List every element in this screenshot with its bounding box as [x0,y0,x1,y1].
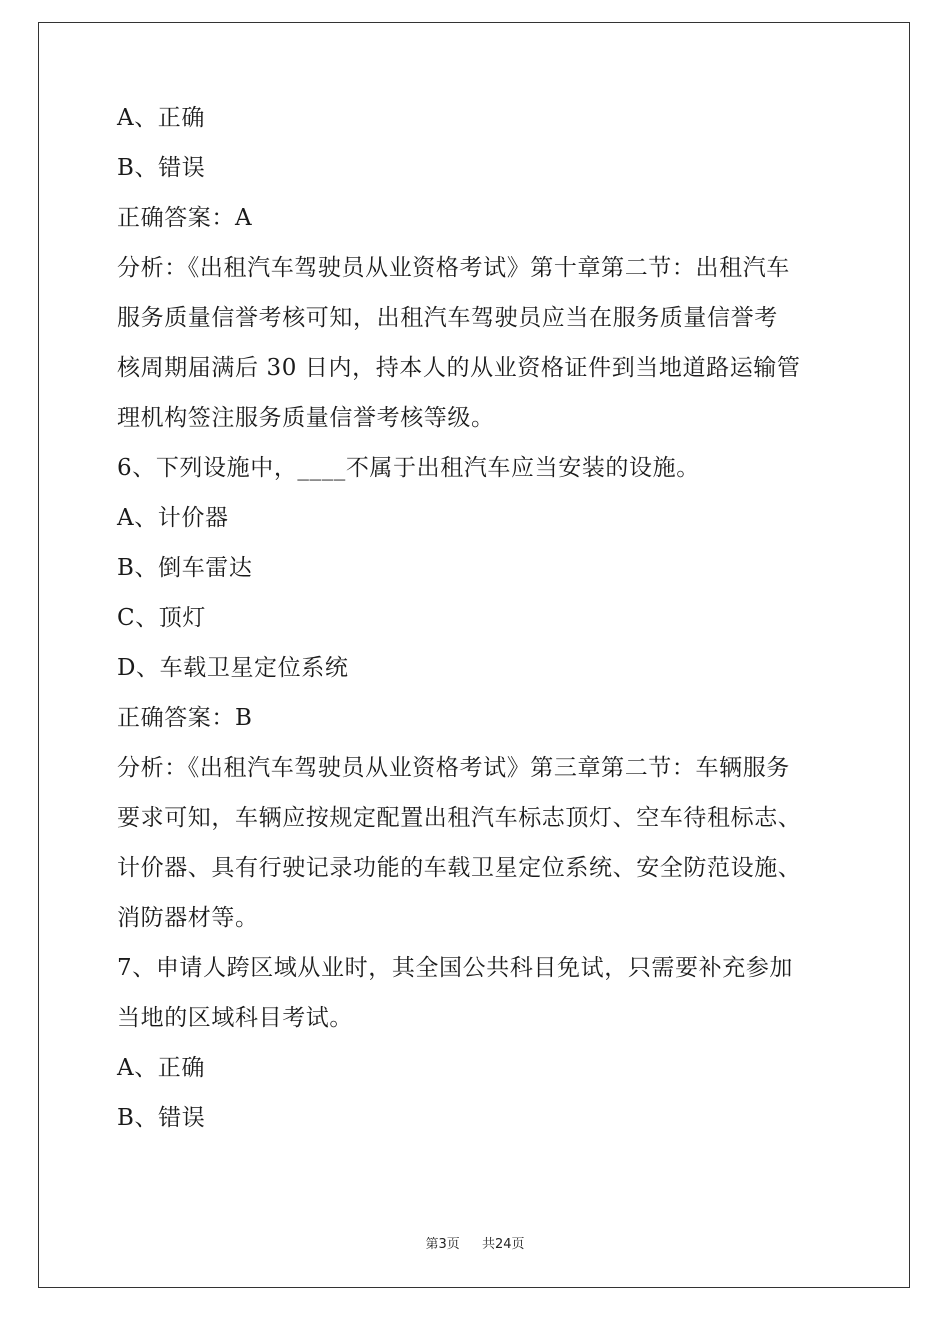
analysis-line: 理机构签注服务质量信誉考核等级。 [117,405,495,431]
analysis-line: 分析：《出租汽车驾驶员从业资格考试》第三章第二节：车辆服务 [117,755,790,781]
question-7: 7、申请人跨区域从业时，其全国公共科目免试，只需要补充参加 [117,955,794,981]
analysis-line: 分析：《出租汽车驾驶员从业资格考试》第十章第二节：出租汽车 [117,255,790,281]
option-a-line: A、正确 [117,1055,206,1081]
analysis-line: 要求可知，车辆应按规定配置出租汽车标志顶灯、空车待租标志、 [117,805,802,831]
question-7: 当地的区域科目考试。 [117,1005,353,1031]
analysis-line: 服务质量信誉考核可知，出租汽车驾驶员应当在服务质量信誉考 [117,305,778,331]
option-b-line: B、错误 [117,1105,206,1131]
option-a-line: A、正确 [117,105,206,131]
document-body [117,93,847,1143]
question-6: 6、下列设施中，____不属于出租汽车应当安装的设施。 [117,455,700,481]
analysis-line: 计价器、具有行驶记录功能的车载卫星定位系统、安全防范设施、 [117,855,802,881]
analysis-line: 消防器材等。 [117,905,259,931]
analysis-line: 核周期届满后 30 日内，持本人的从业资格证件到当地道路运输管 [117,355,801,381]
page-total: 共24页 [481,1237,525,1252]
option-b-line: B、错误 [117,155,206,181]
option-a-line: A、计价器 [117,505,229,531]
page-footer [0,1233,950,1252]
option-b-line: B、倒车雷达 [117,555,253,581]
page-number: 第3页 [425,1237,460,1252]
answer-line: 正确答案：B [117,705,253,731]
option-d-line: D、车载卫星定位系统 [117,655,349,681]
option-c-line: C、顶灯 [117,605,206,631]
answer-line: 正确答案：A [117,205,253,231]
